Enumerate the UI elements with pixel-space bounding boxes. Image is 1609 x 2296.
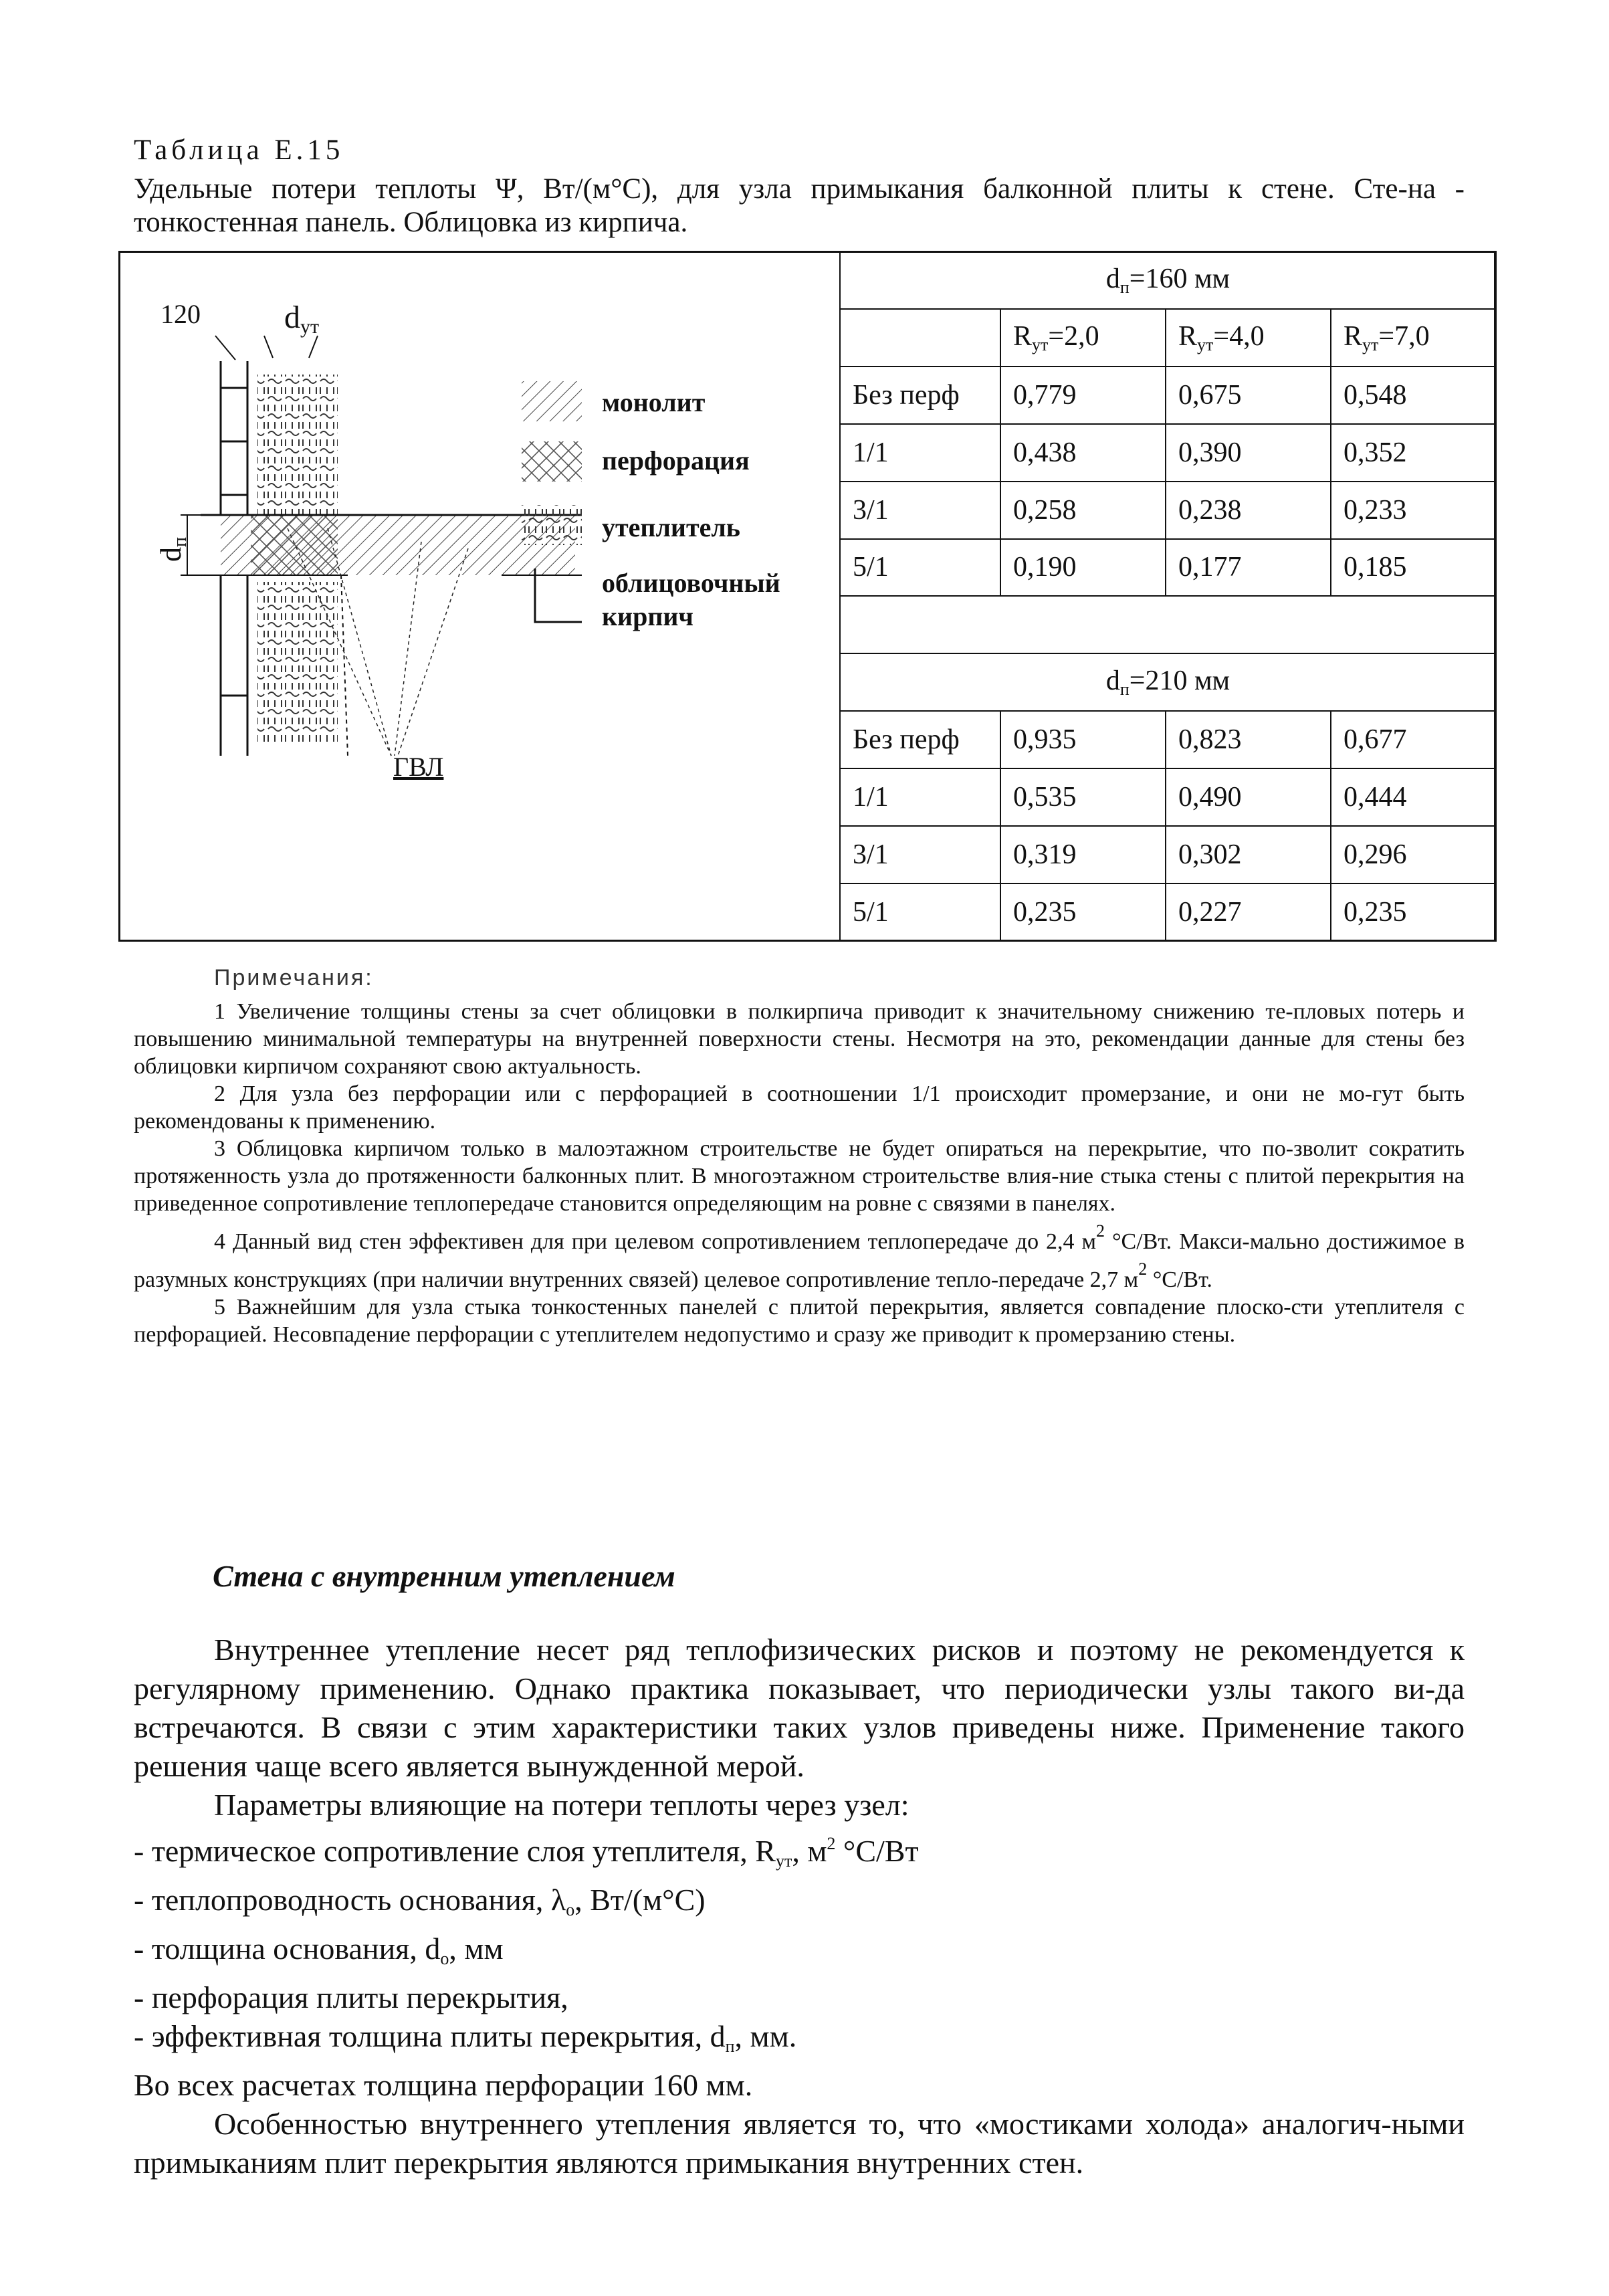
table-row bbox=[840, 883, 1496, 941]
label-120: 120 bbox=[160, 299, 201, 329]
table-cell: 0,258 bbox=[1000, 482, 1166, 539]
table-cell: 1/1 bbox=[840, 424, 1000, 482]
table-caption: Таблица Е.15 bbox=[134, 134, 344, 166]
table-cell: 0,235 bbox=[1000, 883, 1166, 941]
table-cell: 0,227 bbox=[1166, 883, 1331, 941]
table-cell: $R_{ут}=2,0$ bbox=[1000, 309, 1166, 367]
table-row bbox=[840, 482, 1496, 539]
table-cell: Без перф bbox=[840, 367, 1000, 424]
node-diagram bbox=[127, 274, 836, 823]
table-cell: 0,352 bbox=[1331, 424, 1496, 482]
table-row bbox=[840, 826, 1496, 883]
note-4: 4 Данный вид стен эффективен для при целевом сопротивлением теплопередаче до 2,4 $м^2$ °С/Вт. Макси-мально достижимое в разумных конструкциях (при наличии внутренних связей) целевое сопротивление тепло-передаче 2,7 $м^2$ °С/Вт. bbox=[134, 1221, 1465, 1292]
legend-monolit: монолит bbox=[602, 387, 706, 417]
table-cell: 0,444 bbox=[1331, 768, 1496, 826]
table-cell: 0,490 bbox=[1166, 768, 1331, 826]
legend-brick: облицовочный кирпич bbox=[602, 568, 780, 631]
note-2: 2 Для узла без перфорации или с перфорацией в соотношении 1/1 происходит промерзание, и они не мо-гут быть рекомендованы к применению. bbox=[134, 1081, 1465, 1134]
table-row bbox=[840, 768, 1496, 826]
table-cell: 0,238 bbox=[1166, 482, 1331, 539]
list-item: - теплопроводность основания, $\lambda_о$, Вт/(м°С) bbox=[134, 1883, 706, 1919]
table-row bbox=[840, 424, 1496, 482]
legend-insulation: утеплитель bbox=[602, 512, 740, 542]
table-cell: 0,296 bbox=[1331, 826, 1496, 883]
table-row bbox=[840, 653, 1496, 711]
paragraph: Параметры влияющие на потери теплоты через узел: bbox=[214, 1788, 909, 1822]
notes-heading: Примечания: bbox=[214, 965, 374, 990]
table-title: Удельные потери теплоты Ψ, Вт/(м°С), для узла примыкания балконной плиты к стене. Сте-на - тонкостенная панель. Облицовка из кирпича. bbox=[134, 173, 1465, 238]
table-cell: 0,677 bbox=[1331, 711, 1496, 768]
table-cell: 0,190 bbox=[1000, 539, 1166, 597]
table-cell: 1/1 bbox=[840, 768, 1000, 826]
table-cell: 0,233 bbox=[1331, 482, 1496, 539]
list-item: - термическое сопротивление слоя утеплителя, $R_{ут}$, $м^2$ °С/Вт bbox=[134, 1834, 919, 1871]
block2-header: $d_п=210$ мм bbox=[840, 653, 1496, 711]
table-cell: 0,823 bbox=[1166, 711, 1331, 768]
table-cell: 0,319 bbox=[1000, 826, 1166, 883]
table-cell: 0,185 bbox=[1331, 539, 1496, 597]
table-row bbox=[840, 539, 1496, 597]
table-row bbox=[840, 596, 1496, 653]
table-cell: Без перф bbox=[840, 711, 1000, 768]
note-1: 1 Увеличение толщины стены за счет облицовки в полкирпича приводит к значительному снижению те-пловых потерь и повышению минимальной температуры на внутренней поверхности стены. Несмотря на это, рекомендации данные для стены без облицовки кирпичом сохраняют свою актуальность. bbox=[134, 999, 1465, 1079]
block1-header: $d_п=160$ мм bbox=[840, 251, 1496, 309]
table-cell: 0,390 bbox=[1166, 424, 1331, 482]
table-row bbox=[840, 309, 1496, 367]
table-cell: 5/1 bbox=[840, 883, 1000, 941]
table-cell: 5/1 bbox=[840, 539, 1000, 597]
list-item: - эффективная толщина плиты перекрытия, $d_п$, мм. bbox=[134, 2019, 797, 2056]
table-cell: 0,302 bbox=[1166, 826, 1331, 883]
table-cell: 3/1 bbox=[840, 482, 1000, 539]
table-cell: 0,438 bbox=[1000, 424, 1166, 482]
table-cell: 0,535 bbox=[1000, 768, 1166, 826]
list-item: - перфорация плиты перекрытия, bbox=[134, 1980, 568, 2014]
table-cell: $R_{ут}=7,0$ bbox=[1331, 309, 1496, 367]
body-text bbox=[134, 1631, 1465, 2182]
legend-perforation: перфорация bbox=[602, 445, 750, 476]
table-cell: 3/1 bbox=[840, 826, 1000, 883]
paragraph: Во всех расчетах толщина перфорации 160 мм. bbox=[134, 2068, 753, 2102]
table-cell: 0,177 bbox=[1166, 539, 1331, 597]
table-row bbox=[840, 367, 1496, 424]
heat-loss-table bbox=[839, 251, 1497, 942]
notes-block bbox=[134, 998, 1465, 1348]
section-title: Стена с внутренним утеплением bbox=[213, 1559, 675, 1593]
table-cell bbox=[840, 309, 1000, 367]
paragraph: Внутреннее утепление несет ряд теплофизических рисков и поэтому не рекомендуется к регулярному применению. Однако практика показывает, что периодически узлы такого ви-да встречаются. В связи с этим характеристики таких узлов приведены ниже. Применение такого решения чаще всего является вынужденной мерой. bbox=[134, 1633, 1465, 1783]
table-cell: $R_{ут}=4,0$ bbox=[1166, 309, 1331, 367]
label-gvl: ГВЛ bbox=[393, 752, 444, 782]
label-dut: dут bbox=[284, 300, 320, 338]
table-cell: 0,548 bbox=[1331, 367, 1496, 424]
table-cell: 0,779 bbox=[1000, 367, 1166, 424]
note-5: 5 Важнейшим для узла стыка тонкостенных панелей с плитой перекрытия, является совпадение плоско-сти утеплителя с перфорацией. Несовпадение перфорации с утеплителем недопустимо и сразу же приводит к промерзанию стены. bbox=[134, 1295, 1465, 1347]
table-spacer bbox=[840, 596, 1496, 653]
list-item: - толщина основания, $d_о$, мм bbox=[134, 1932, 504, 1968]
label-dp: dп bbox=[154, 537, 191, 562]
table-row bbox=[840, 251, 1496, 309]
table-cell: 0,235 bbox=[1331, 883, 1496, 941]
table-row bbox=[840, 711, 1496, 768]
table-cell: 0,675 bbox=[1166, 367, 1331, 424]
paragraph: Особенностью внутреннего утепления является то, что «мостиками холода» аналогич-ными примыканиям плит перекрытия являются примыкания внутренних стен. bbox=[134, 2107, 1465, 2180]
table-cell: 0,935 bbox=[1000, 711, 1166, 768]
note-3: 3 Облицовка кирпичом только в малоэтажном строительстве не будет опираться на перекрытие, что по-зволит сократить протяженность узла до протяженности балконных плит. В многоэтажном строительстве влия-ние стыка стены с плитой перекрытия на приведенное сопротивление теплопередаче становится определяющим на ровне с связями в панелях. bbox=[134, 1136, 1465, 1216]
